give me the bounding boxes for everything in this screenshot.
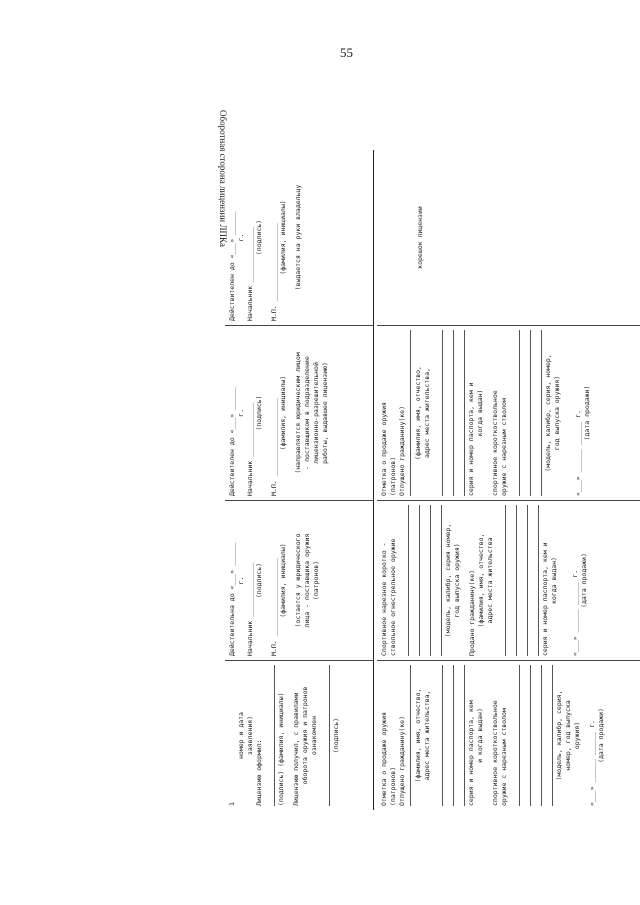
bottom-col-4 [377,150,640,325]
sale-mark-label: Отметка о продаже оружия [380,402,388,496]
note-line-3: лицензионно-разрешительной [312,362,320,464]
note-line-2: - поставщиком в подразделение [303,356,311,470]
note-line-1: (остается у юридического [294,533,302,628]
signature-caption: (подпись) [332,717,340,754]
top-col-3 [225,325,373,500]
license-stub-label: корешок лицензии [416,206,424,269]
weapon-type-2: оружие с нарезным стволом [500,398,508,496]
name-caption: (фамилия, инициалы) [279,200,287,275]
note-line-4: работы, выдавшее лицензию) [321,362,329,464]
sold-to-label: Отпущено гражданину(ке) [398,715,406,806]
sale-date-caption: (дата продажи) [583,385,591,441]
sale-date-caption: (дата продажи) [580,553,588,608]
top-col-2 [225,500,373,660]
year-suffix: г. [237,409,245,417]
application-label: заявления) [246,715,254,756]
top-col-4 [225,150,373,325]
sold-to-label: Отпущено гражданину(ке) [398,405,406,496]
issued-by-caption: когда выдан) [550,557,558,604]
bottom-section [377,150,640,810]
stamp-line: М.П. ____________________ [270,558,278,656]
top-section [225,150,374,810]
name-caption: (фамилия, инициалы) [279,543,287,618]
chief-line: Начальник ______________ [246,402,254,496]
page-number: 55 [340,45,353,60]
sale-date: «___» ______ ______ г. [574,409,582,496]
note-line-1: (выдается на руки владельцу [294,184,302,291]
passport-caption: серия и номер паспорта, кем [467,700,475,806]
model-caption-2: год выпуска оружия) [553,375,561,451]
model-caption: (модель, калибр, серия, номер, [544,354,552,472]
bottom-col-3 [377,325,640,500]
signature-caption: (подпись) [255,562,263,599]
signature-caption: (подпись) [255,395,263,431]
bottom-col-2 [377,500,640,660]
model-caption-2: номер, год выпуска [564,700,572,771]
valid-until: Действителен до «___» ______ [228,386,236,496]
signature-line [321,665,330,806]
chief-line: Начальник ______________ [246,562,254,656]
top-col-1 [225,660,373,810]
received-label-3: ознакомлен [310,715,318,756]
passport-caption: серия и номер паспорта, кем и [541,542,549,656]
name-caption: (фамилия, инициалы) [279,375,287,451]
model-caption-3: оружия) [573,721,581,750]
sale-mark-label: Отметка о продаже оружия [380,712,388,806]
fio-caption: (фамилия, имя, отчество, [414,366,422,460]
stamp-line: М.П. ____________________ [270,398,278,496]
sale-date-caption: (дата продажи) [597,708,605,763]
model-caption-2: год выпуска оружия) [453,543,461,618]
weapon-type-2: ствольное огнестрельное оружие [389,538,397,656]
sold-to-label: Продано гражданину(ке) [468,569,476,656]
bottom-col-1 [377,660,640,810]
valid-until: Действителен до «___» ______ [228,211,236,321]
sale-date: «___» ______ ______ г. [571,569,579,656]
signature-caption: (подпись) [255,219,263,256]
valid-until: Действительна до «___» ______ [228,542,236,656]
weapon-type-1: Спортивное нарезное коротко - [380,542,388,656]
model-caption: (модель, калибр, серия номер, [444,523,452,638]
address-caption: адрес места жительства, [423,690,431,781]
chief-line: Начальник ______________ [246,227,254,321]
weapon-type-2: оружие с нарезным стволом [500,708,508,806]
address-caption: адрес места жительства, [423,368,431,459]
model-caption: (модель, калибр, серия, [555,690,563,781]
stamp-line: М.П. ____________________ [270,223,278,321]
fio-caption: (фамилия, имя, отчество, [477,533,485,628]
year-suffix: г. [237,576,245,585]
received-label: Лицензию получил, с правилами [292,692,300,806]
note-line-2: лица - поставщика оружия [303,533,311,628]
cartridges-label: (патронов) [389,766,397,806]
note-line-3: (патронов) [312,560,320,601]
application-number-label: номер и дата [237,712,245,759]
year-suffix: г. [237,233,245,242]
received-label-2: оборота оружия и патронов [301,686,309,785]
weapon-type-1: спортивное короткоствольное [491,700,499,806]
fio-caption: (фамилия, имя, отчество, [414,688,422,783]
sale-date: «___» ______ ______ г. [588,719,596,806]
weapon-type-1: спортивное короткоствольное [491,390,499,496]
note-line-1: (направляется юридическим лицом [294,352,302,474]
issued-by-caption: когда выдан) [476,389,484,437]
cartridges-label: (патронов) [389,456,397,496]
signature-line [266,665,275,806]
side-caption: Оборотная сторона лицензии ЛПКа [218,110,228,247]
license-form-table [225,150,640,810]
issued-by-label: Лицензию оформил: [255,739,263,806]
signature-name-caption: (подпись) (фамилия, инициалы) [277,692,285,806]
row-number: 1 [228,802,236,806]
issued-by-caption: и когда выдан) [476,708,484,763]
passport-caption: серия и номер паспорта, кем и [467,382,475,496]
address-caption: адрес места жительства [486,537,494,624]
